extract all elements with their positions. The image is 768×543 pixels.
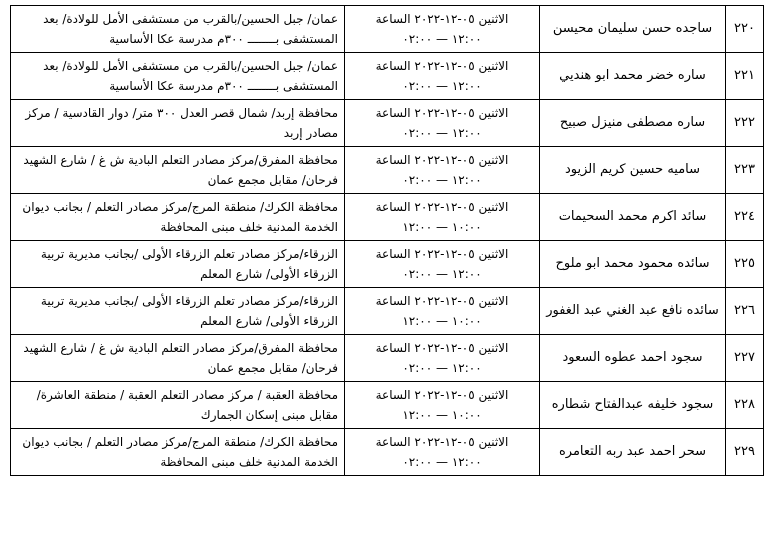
person-name: سائده محمود محمد ابو ملوح (540, 241, 726, 288)
table-row (11, 100, 764, 147)
exam-time: ١٢:٠٠ — ٠٢:٠٠ (402, 455, 482, 469)
exam-date-cell (345, 53, 540, 100)
table-row (11, 147, 764, 194)
row-number: ٢٢٣ (726, 147, 764, 194)
exam-date-cell (345, 241, 540, 288)
exam-date: الاثنين ٠٥-١٢-٢٠٢٢ الساعة (375, 341, 509, 355)
exam-time: ١٢:٠٠ — ٠٢:٠٠ (402, 361, 482, 375)
row-number: ٢٢٠ (726, 6, 764, 53)
row-number: ٢٢٦ (726, 288, 764, 335)
exam-location: محافظة المفرق/مركز مصادر التعلم البادية ش غ / شارع الشهيد فرحان/ مقابل مجمع عمان (11, 335, 345, 382)
exam-date: الاثنين ٠٥-١٢-٢٠٢٢ الساعة (375, 294, 509, 308)
exam-date: الاثنين ٠٥-١٢-٢٠٢٢ الساعة (375, 12, 509, 26)
exam-date-cell (345, 288, 540, 335)
table-row (11, 335, 764, 382)
row-number: ٢٢٩ (726, 429, 764, 476)
exam-date-cell (345, 194, 540, 241)
table-row (11, 288, 764, 335)
exam-date-cell (345, 429, 540, 476)
document-page (10, 5, 764, 476)
table-row (11, 429, 764, 476)
exam-date: الاثنين ٠٥-١٢-٢٠٢٢ الساعة (375, 106, 509, 120)
exam-location: محافظة المفرق/مركز مصادر التعلم البادية ش غ / شارع الشهيد فرحان/ مقابل مجمع عمان (11, 147, 345, 194)
exam-date: الاثنين ٠٥-١٢-٢٠٢٢ الساعة (375, 200, 509, 214)
exam-date-cell (345, 100, 540, 147)
person-name: ساميه حسين كريم الزيود (540, 147, 726, 194)
schedule-table-body (11, 6, 764, 476)
person-name: سائد اكرم محمد السحيمات (540, 194, 726, 241)
person-name: سائده نافع عبد الغني عبد الغفور (540, 288, 726, 335)
exam-time: ١٢:٠٠ — ٠٢:٠٠ (402, 79, 482, 93)
exam-date-cell (345, 335, 540, 382)
exam-time: ١٠:٠٠ — ١٢:٠٠ (402, 314, 482, 328)
exam-location: محافظة الكرك/ منطقة المرج/مركز مصادر التعلم / بجانب ديوان الخدمة المدنية خلف مبنى المحافظة (11, 429, 345, 476)
table-row (11, 53, 764, 100)
row-number: ٢٢٥ (726, 241, 764, 288)
row-number: ٢٢٢ (726, 100, 764, 147)
table-row (11, 6, 764, 53)
table-row (11, 382, 764, 429)
exam-location: عمان/ جبل الحسين/بالقرب من مستشفى الأمل للولادة/ بعد المستشفى بــــــــ ٣٠٠م مدرسة عكا الأساسية (11, 6, 345, 53)
row-number: ٢٢٨ (726, 382, 764, 429)
exam-location: الزرقاء/مركز مصادر تعلم الزرقاء الأولى /بجانب مديرية تربية الزرقاء الأولى/ شارع المعلم (11, 288, 345, 335)
exam-time: ١٠:٠٠ — ١٢:٠٠ (402, 220, 482, 234)
exam-time: ١٢:٠٠ — ٠٢:٠٠ (402, 126, 482, 140)
exam-time: ١٢:٠٠ — ٠٢:٠٠ (402, 173, 482, 187)
exam-date: الاثنين ٠٥-١٢-٢٠٢٢ الساعة (375, 59, 509, 73)
exam-location: عمان/ جبل الحسين/بالقرب من مستشفى الأمل للولادة/ بعد المستشفى بــــــــ ٣٠٠م مدرسة عكا الأساسية (11, 53, 345, 100)
row-number: ٢٢١ (726, 53, 764, 100)
row-number: ٢٢٤ (726, 194, 764, 241)
exam-location: محافظة إربد/ شمال قصر العدل ٣٠٠ متر/ دوار القادسية / مركز مصادر إربد (11, 100, 345, 147)
exam-date-cell (345, 6, 540, 53)
table-row (11, 194, 764, 241)
person-name: ساجده حسن سليمان محيسن (540, 6, 726, 53)
exam-date-cell (345, 147, 540, 194)
person-name: سجود خليفه عبدالفتاح شطاره (540, 382, 726, 429)
exam-date: الاثنين ٠٥-١٢-٢٠٢٢ الساعة (375, 435, 509, 449)
person-name: سحر احمد عبد ربه التعامره (540, 429, 726, 476)
row-number: ٢٢٧ (726, 335, 764, 382)
exam-time: ١٢:٠٠ — ٠٢:٠٠ (402, 32, 482, 46)
person-name: ساره خضر محمد ابو هنديي (540, 53, 726, 100)
exam-location: محافظة العقبة / مركز مصادر التعلم العقبة / منطقة العاشرة/ مقابل مبنى إسكان الجمارك (11, 382, 345, 429)
person-name: ساره مصطفى منيزل صبيح (540, 100, 726, 147)
table-row (11, 241, 764, 288)
exam-time: ١٠:٠٠ — ١٢:٠٠ (402, 408, 482, 422)
exam-location: محافظة الكرك/ منطقة المرج/مركز مصادر التعلم / بجانب ديوان الخدمة المدنية خلف مبنى المحافظة (11, 194, 345, 241)
exam-date: الاثنين ٠٥-١٢-٢٠٢٢ الساعة (375, 388, 509, 402)
exam-time: ١٢:٠٠ — ٠٢:٠٠ (402, 267, 482, 281)
exam-date-cell (345, 382, 540, 429)
exam-date: الاثنين ٠٥-١٢-٢٠٢٢ الساعة (375, 153, 509, 167)
person-name: سجود احمد عطوه السعود (540, 335, 726, 382)
exam-location: الزرقاء/مركز مصادر تعلم الزرقاء الأولى /بجانب مديرية تربية الزرقاء الأولى/ شارع المعلم (11, 241, 345, 288)
exam-date: الاثنين ٠٥-١٢-٢٠٢٢ الساعة (375, 247, 509, 261)
schedule-table (10, 5, 764, 476)
